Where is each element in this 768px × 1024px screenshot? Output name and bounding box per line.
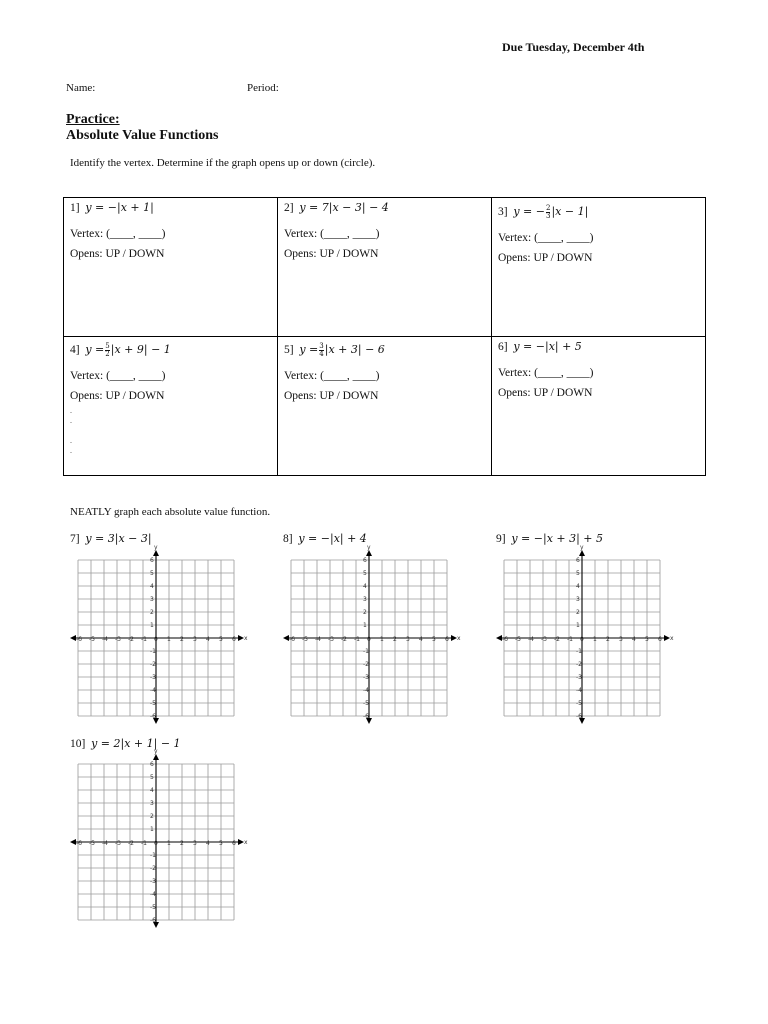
- y-axis-label: y: [154, 544, 158, 551]
- opens-choice: Opens: UP / DOWN: [498, 252, 593, 264]
- y-tick-label: 6: [150, 557, 154, 564]
- x-tick-label: -4: [102, 840, 108, 847]
- y-axis-label: y: [580, 544, 584, 551]
- practice-heading: Practice:: [66, 112, 120, 127]
- problem-number: 5]: [284, 344, 294, 356]
- vertex-blank: Vertex: (____, ____): [70, 228, 166, 240]
- x-tick-label: 4: [632, 636, 636, 643]
- x-tick-label: 4: [419, 636, 423, 643]
- x-tick-label: 0: [154, 636, 158, 643]
- opens-choice: Opens: UP / DOWN: [70, 390, 165, 402]
- x-axis-label: x: [244, 635, 248, 642]
- equation: y = $\frac{5}{2}$ |x + 9| − 1: [85, 341, 171, 358]
- y-tick-label: 2: [363, 609, 367, 616]
- x-tick-label: 1: [593, 636, 597, 643]
- y-tick-label: -4: [150, 891, 156, 898]
- y-tick-label: 6: [576, 557, 580, 564]
- graph-label-7: 7] y = 3|x − 3|: [70, 532, 152, 545]
- problem-number: 6]: [498, 341, 508, 353]
- y-tick-label: -1: [150, 852, 156, 859]
- x-tick-label: 5: [645, 636, 649, 643]
- x-tick-label: -5: [515, 636, 521, 643]
- y-tick-label: -2: [150, 865, 156, 872]
- y-tick-label: -2: [150, 661, 156, 668]
- y-tick-label: 2: [150, 609, 154, 616]
- vertex-instructions: Identify the vertex. Determine if the graph opens up or down (circle).: [70, 157, 376, 169]
- y-tick-label: -1: [363, 648, 369, 655]
- equation: y = −|x + 1|: [85, 201, 154, 214]
- y-tick-label: 2: [150, 813, 154, 820]
- x-tick-label: -1: [567, 636, 573, 643]
- y-tick-label: 1: [150, 622, 154, 629]
- y-tick-label: -1: [576, 648, 582, 655]
- y-tick-label: -2: [576, 661, 582, 668]
- x-tick-label: 6: [445, 636, 449, 643]
- y-tick-label: 2: [576, 609, 580, 616]
- y-tick-label: 4: [150, 787, 154, 794]
- vertex-blank: Vertex: (____, ____): [70, 370, 166, 382]
- x-tick-label: -6: [502, 636, 508, 643]
- x-tick-label: 4: [206, 636, 210, 643]
- equation: y = − $\frac{2}{3}$ |x − 1|: [513, 203, 589, 220]
- x-tick-label: -2: [554, 636, 560, 643]
- x-tick-label: -3: [328, 636, 334, 643]
- equation: y = −|x| + 5: [513, 340, 582, 353]
- vertex-blank: Vertex: (____, ____): [498, 232, 594, 244]
- problem-number: 2]: [284, 202, 294, 214]
- graph-label-10: 10] y = 2|x + 1| − 1: [70, 737, 181, 750]
- problem-cell-6: [492, 337, 706, 476]
- y-tick-label: -6: [363, 713, 369, 720]
- x-tick-label: -2: [128, 636, 134, 643]
- y-tick-label: 4: [576, 583, 580, 590]
- opens-choice: Opens: UP / DOWN: [70, 248, 165, 260]
- y-tick-label: 1: [576, 622, 580, 629]
- y-tick-label: -5: [363, 700, 369, 707]
- x-tick-label: 3: [193, 636, 197, 643]
- x-tick-label: 5: [219, 636, 223, 643]
- x-tick-label: 2: [180, 840, 184, 847]
- x-tick-label: 0: [580, 636, 584, 643]
- problem-number: 3]: [498, 206, 508, 218]
- y-tick-label: 6: [150, 761, 154, 768]
- y-tick-label: -1: [150, 648, 156, 655]
- dot-marks: . . . .: [70, 406, 72, 455]
- graph-label-8: 8] y = −|x| + 4: [283, 532, 367, 545]
- y-tick-label: -3: [363, 674, 369, 681]
- y-tick-label: -4: [576, 687, 582, 694]
- y-tick-label: -6: [150, 713, 156, 720]
- y-tick-label: 5: [150, 570, 154, 577]
- y-tick-label: 5: [576, 570, 580, 577]
- y-tick-label: -3: [150, 878, 156, 885]
- y-tick-label: -3: [576, 674, 582, 681]
- x-tick-label: 0: [367, 636, 371, 643]
- y-tick-label: 1: [150, 826, 154, 833]
- coordinate-grid-10[interactable]: [74, 748, 248, 932]
- coordinate-grid-9[interactable]: [500, 544, 674, 724]
- x-tick-label: 3: [193, 840, 197, 847]
- x-tick-label: 0: [154, 840, 158, 847]
- x-tick-label: 4: [206, 840, 210, 847]
- y-tick-label: 6: [363, 557, 367, 564]
- x-tick-label: -5: [89, 840, 95, 847]
- y-tick-label: 3: [576, 596, 580, 603]
- period-label: Period:: [247, 82, 279, 94]
- problem-cell-4: [64, 337, 278, 476]
- x-tick-label: 1: [380, 636, 384, 643]
- y-tick-label: -5: [150, 700, 156, 707]
- x-tick-label: 3: [406, 636, 410, 643]
- vertex-blank: Vertex: (____, ____): [498, 367, 594, 379]
- x-tick-label: 5: [219, 840, 223, 847]
- coordinate-grid-7[interactable]: [74, 544, 248, 724]
- x-tick-label: -3: [115, 636, 121, 643]
- y-axis-label: y: [367, 544, 371, 551]
- y-tick-label: 3: [363, 596, 367, 603]
- vertex-blank: Vertex: (____, ____): [284, 370, 380, 382]
- y-tick-label: 5: [150, 774, 154, 781]
- graph-label-9: 9] y = −|x + 3| + 5: [496, 532, 604, 545]
- x-tick-label: -2: [341, 636, 347, 643]
- graph-instructions: NEATLY graph each absolute value function.: [70, 506, 271, 518]
- x-tick-label: -6: [289, 636, 295, 643]
- x-tick-label: 3: [619, 636, 623, 643]
- problem-cell-3: [492, 198, 706, 337]
- x-tick-label: 6: [232, 636, 236, 643]
- y-tick-label: 1: [363, 622, 367, 629]
- y-tick-label: 5: [363, 570, 367, 577]
- problem-number: 1]: [70, 202, 80, 214]
- opens-choice: Opens: UP / DOWN: [284, 248, 379, 260]
- opens-choice: Opens: UP / DOWN: [284, 390, 379, 402]
- y-tick-label: -5: [150, 904, 156, 911]
- problem-cell-1: [64, 198, 278, 337]
- equation: y = 7|x − 3| − 4: [299, 201, 389, 214]
- y-tick-label: -4: [150, 687, 156, 694]
- y-tick-label: -2: [363, 661, 369, 668]
- x-tick-label: -4: [315, 636, 321, 643]
- x-tick-label: -3: [115, 840, 121, 847]
- x-tick-label: -3: [541, 636, 547, 643]
- x-tick-label: -6: [76, 840, 82, 847]
- x-tick-label: -5: [302, 636, 308, 643]
- x-tick-label: -2: [128, 840, 134, 847]
- x-tick-label: -1: [141, 636, 147, 643]
- equation: y = $\frac{3}{4}$ |x + 3| − 6: [299, 341, 385, 358]
- y-tick-label: 3: [150, 596, 154, 603]
- problem-cell-2: [278, 198, 492, 337]
- x-tick-label: 6: [232, 840, 236, 847]
- problems-table: [63, 197, 706, 476]
- x-tick-label: -4: [528, 636, 534, 643]
- x-tick-label: -4: [102, 636, 108, 643]
- y-tick-label: 3: [150, 800, 154, 807]
- vertex-blank: Vertex: (____, ____): [284, 228, 380, 240]
- x-tick-label: -5: [89, 636, 95, 643]
- x-tick-label: 6: [658, 636, 662, 643]
- problem-number: 4]: [70, 344, 80, 356]
- x-tick-label: 2: [606, 636, 610, 643]
- y-tick-label: -6: [576, 713, 582, 720]
- name-label: Name:: [66, 82, 96, 94]
- x-axis-label: x: [670, 635, 674, 642]
- y-tick-label: 4: [150, 583, 154, 590]
- y-tick-label: -5: [576, 700, 582, 707]
- x-tick-label: 2: [180, 636, 184, 643]
- x-tick-label: 1: [167, 840, 171, 847]
- due-date: Due Tuesday, December 4th: [502, 40, 645, 54]
- y-axis-label: y: [154, 748, 158, 755]
- y-tick-label: -4: [363, 687, 369, 694]
- x-axis-label: x: [244, 839, 248, 846]
- problem-cell-5: [278, 337, 492, 476]
- y-tick-label: 4: [363, 583, 367, 590]
- x-tick-label: 1: [167, 636, 171, 643]
- coordinate-grid-8[interactable]: [287, 544, 461, 724]
- opens-choice: Opens: UP / DOWN: [498, 387, 593, 399]
- x-axis-label: x: [457, 635, 461, 642]
- x-tick-label: -6: [76, 636, 82, 643]
- page-title: Absolute Value Functions: [66, 128, 219, 143]
- y-tick-label: -3: [150, 674, 156, 681]
- x-tick-label: 2: [393, 636, 397, 643]
- y-tick-label: -6: [150, 917, 156, 924]
- x-tick-label: -1: [354, 636, 360, 643]
- x-tick-label: -1: [141, 840, 147, 847]
- x-tick-label: 5: [432, 636, 436, 643]
